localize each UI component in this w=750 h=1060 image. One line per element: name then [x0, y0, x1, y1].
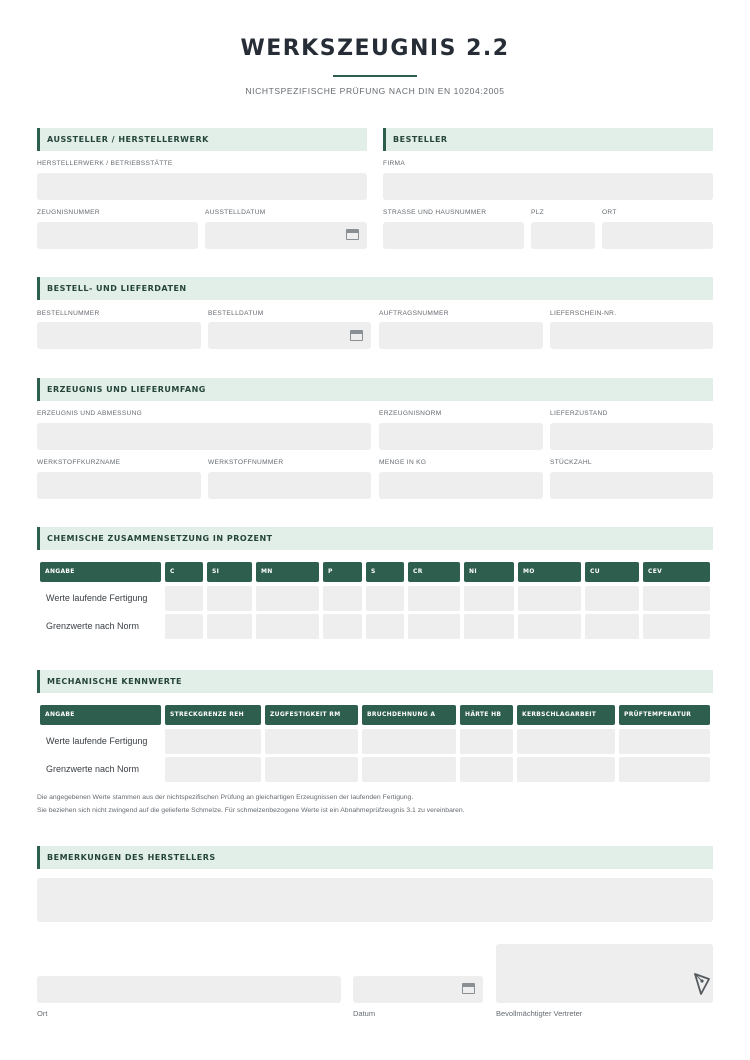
mass-field[interactable]	[379, 472, 543, 499]
section-customer-heading: BESTELLER	[383, 128, 713, 151]
product-field[interactable]	[37, 423, 371, 450]
street-field[interactable]	[383, 222, 524, 249]
material-name-field[interactable]	[37, 472, 201, 499]
chem-value-cell[interactable]	[207, 614, 252, 639]
chem-header-cell: P	[323, 562, 362, 582]
signature-date-label: Datum	[353, 1009, 376, 1018]
zip-label: PLZ	[531, 209, 544, 216]
calendar-icon[interactable]	[350, 330, 363, 341]
chem-header-cell: MO	[518, 562, 581, 582]
order-date-field[interactable]	[208, 322, 371, 349]
chem-header-cell: MN	[256, 562, 319, 582]
representative-label: Bevollmächtigter Vertreter	[496, 1009, 583, 1018]
mass-label: MENGE IN KG	[379, 459, 427, 466]
product-standard-field[interactable]	[379, 423, 543, 450]
chem-value-cell[interactable]	[165, 586, 203, 611]
chem-value-cell[interactable]	[323, 586, 362, 611]
order-number-label: BESTELLNUMMER	[37, 310, 100, 317]
place-field[interactable]	[37, 976, 341, 1003]
mech-header-cell: ZUGFESTIGKEIT RM	[265, 705, 358, 725]
mech-row-label: Grenzwerte nach Norm	[46, 764, 140, 774]
section-mechanical-heading: MECHANISCHE KENNWERTE	[37, 670, 713, 693]
mech-header-cell: BRUCHDEHNUNG A	[362, 705, 456, 725]
plant-label: HERSTELLERWERK / BETRIEBSSTÄTTE	[37, 160, 173, 167]
city-field[interactable]	[602, 222, 713, 249]
mech-header-cell: STRECKGRENZE REH	[165, 705, 261, 725]
document-title: WERKSZEUGNIS 2.2	[240, 36, 510, 61]
chem-value-cell[interactable]	[207, 586, 252, 611]
job-number-field[interactable]	[379, 322, 543, 349]
chem-value-cell[interactable]	[165, 614, 203, 639]
certificate-number-label: ZEUGNISNUMMER	[37, 209, 100, 216]
product-label: ERZEUGNIS UND ABMESSUNG	[37, 410, 143, 417]
chem-value-cell[interactable]	[366, 614, 404, 639]
chem-header-cell: SI	[207, 562, 252, 582]
chem-header-cell: CEV	[643, 562, 710, 582]
place-label: Ort	[37, 1009, 48, 1018]
mech-value-cell[interactable]	[517, 729, 615, 754]
calendar-icon[interactable]	[462, 983, 475, 994]
mech-value-cell[interactable]	[619, 729, 710, 754]
street-label: STRASSE UND HAUSNUMMER	[383, 209, 487, 216]
chem-row-label: Grenzwerte nach Norm	[46, 621, 140, 631]
chem-header-cell: ANGABE	[40, 562, 161, 582]
chem-header-cell: NI	[464, 562, 514, 582]
chem-header-cell: CU	[585, 562, 639, 582]
pen-nib-icon	[694, 972, 710, 996]
chem-value-cell[interactable]	[464, 614, 514, 639]
chem-value-cell[interactable]	[518, 586, 581, 611]
chem-value-cell[interactable]	[408, 614, 460, 639]
document-subtitle: NICHTSPEZIFISCHE PRÜFUNG NACH DIN EN 10204:2005	[245, 86, 505, 96]
title-underline	[333, 75, 417, 77]
mech-value-cell[interactable]	[362, 729, 456, 754]
section-product-heading: ERZEUGNIS UND LIEFERUMFANG	[37, 378, 713, 401]
chem-header-cell: C	[165, 562, 203, 582]
chem-value-cell[interactable]	[518, 614, 581, 639]
section-issuer-heading: AUSSTELLER / HERSTELLERWERK	[37, 128, 367, 151]
section-order-heading: BESTELL- UND LIEFERDATEN	[37, 277, 713, 300]
chem-value-cell[interactable]	[643, 586, 710, 611]
mech-value-cell[interactable]	[517, 757, 615, 782]
chem-header-cell: CR	[408, 562, 460, 582]
mech-value-cell[interactable]	[362, 757, 456, 782]
mech-value-cell[interactable]	[165, 729, 261, 754]
issue-date-label: AUSSTELLDATUM	[205, 209, 266, 216]
mechanical-note-line-2: Sie beziehen sich nicht zwingend auf die gelieferte Schmelze. Für schmelzenbezogene Werte ist ein Abnahmeprüfzeugnis 3.1 zu vereinbaren.	[37, 807, 465, 814]
product-standard-label: ERZEUGNISNORM	[379, 410, 442, 417]
chem-value-cell[interactable]	[408, 586, 460, 611]
mech-value-cell[interactable]	[460, 729, 513, 754]
job-number-label: AUFTRAGSNUMMER	[379, 310, 449, 317]
order-number-field[interactable]	[37, 322, 201, 349]
mechanical-note-line-1: Die angegebenen Werte stammen aus der nichtspezifischen Prüfung an gleichartigen Erzeugnissen der laufenden Fertigung.	[37, 794, 414, 801]
company-field[interactable]	[383, 173, 713, 200]
chem-value-cell[interactable]	[323, 614, 362, 639]
delivery-condition-field[interactable]	[550, 423, 713, 450]
mech-header-cell: KERBSCHLAGARBEIT	[517, 705, 615, 725]
mech-row-label: Werte laufende Fertigung	[46, 736, 148, 746]
material-name-label: WERKSTOFFKURZNAME	[37, 459, 121, 466]
mech-header-cell: HÄRTE HB	[460, 705, 513, 725]
company-label: FIRMA	[383, 160, 406, 167]
chem-value-cell[interactable]	[585, 614, 639, 639]
chem-value-cell[interactable]	[585, 586, 639, 611]
material-number-label: WERKSTOFFNUMMER	[208, 459, 284, 466]
material-number-field[interactable]	[208, 472, 371, 499]
chem-value-cell[interactable]	[464, 586, 514, 611]
chem-value-cell[interactable]	[643, 614, 710, 639]
zip-field[interactable]	[531, 222, 595, 249]
chem-row-label: Werte laufende Fertigung	[46, 593, 148, 603]
certificate-number-field[interactable]	[37, 222, 198, 249]
chem-value-cell[interactable]	[256, 586, 319, 611]
signature-field[interactable]	[496, 944, 713, 1003]
section-remarks-heading: BEMERKUNGEN DES HERSTELLERS	[37, 846, 713, 869]
chem-value-cell[interactable]	[366, 586, 404, 611]
issue-date-field[interactable]	[205, 222, 367, 249]
mech-header-cell: PRÜFTEMPERATUR	[619, 705, 710, 725]
chem-value-cell[interactable]	[256, 614, 319, 639]
mech-value-cell[interactable]	[165, 757, 261, 782]
delivery-note-label: LIEFERSCHEIN-NR.	[550, 310, 617, 317]
delivery-note-field[interactable]	[550, 322, 713, 349]
mech-value-cell[interactable]	[265, 757, 358, 782]
section-chemical-heading: CHEMISCHE ZUSAMMENSETZUNG IN PROZENT	[37, 527, 713, 550]
piece-count-field[interactable]	[550, 472, 713, 499]
order-date-label: BESTELLDATUM	[208, 310, 264, 317]
remarks-field[interactable]	[37, 878, 713, 922]
piece-count-label: STÜCKZAHL	[550, 459, 592, 466]
mech-value-cell[interactable]	[619, 757, 710, 782]
calendar-icon[interactable]	[346, 229, 359, 240]
mech-value-cell[interactable]	[460, 757, 513, 782]
plant-field[interactable]	[37, 173, 367, 200]
mech-value-cell[interactable]	[265, 729, 358, 754]
city-label: ORT	[602, 209, 617, 216]
mech-header-cell: ANGABE	[40, 705, 161, 725]
delivery-condition-label: LIEFERZUSTAND	[550, 410, 608, 417]
chem-header-cell: S	[366, 562, 404, 582]
